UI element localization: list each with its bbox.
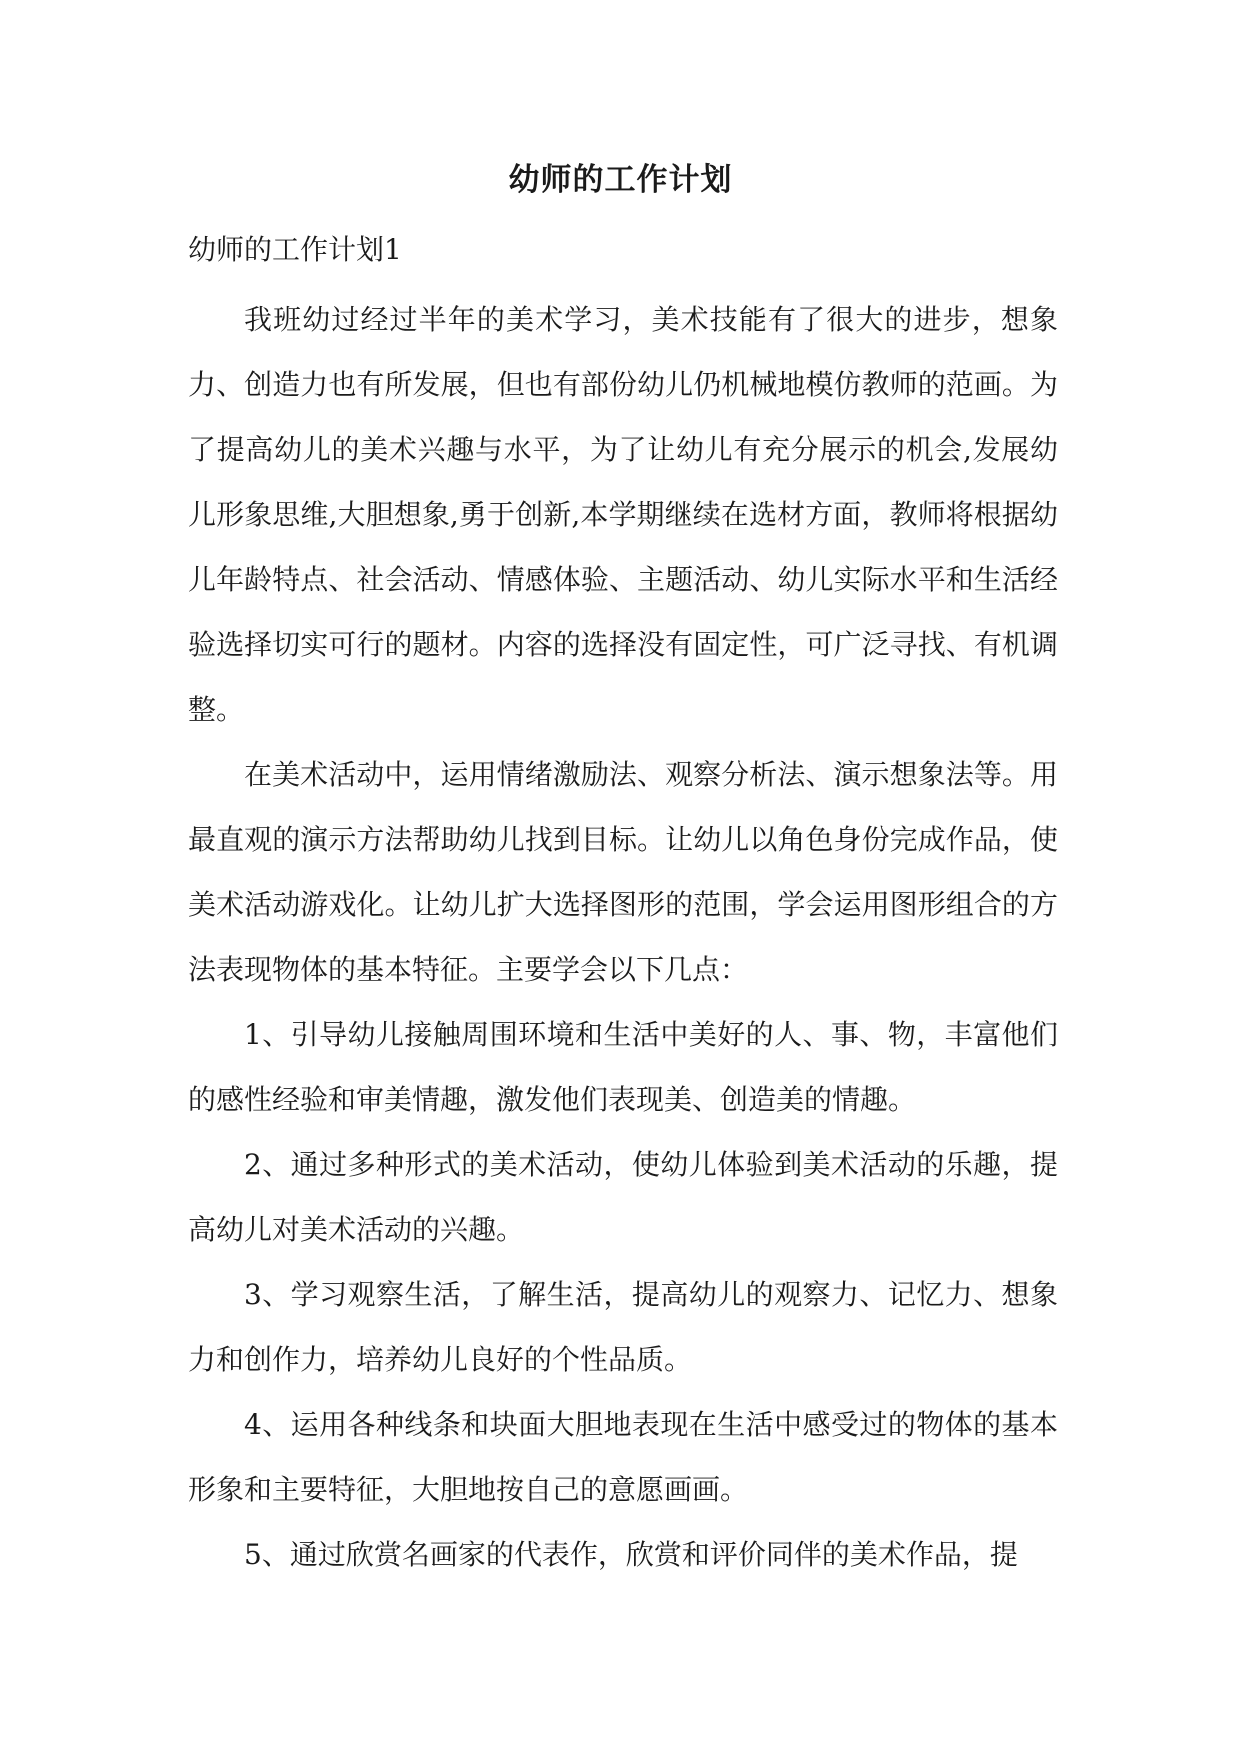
list-item-4: 4、运用各种线条和块面大胆地表现在生活中感受过的物体的基本形象和主要特征，大胆地按自己的意愿画画。 [188,1408,1058,1506]
document-body [188,287,1058,1587]
paragraph-intro: 我班幼过经过半年的美术学习，美术技能有了很大的进步，想象力、创造力也有所发展，但也有部份幼儿仍机械地模仿教师的范画。为了提高幼儿的美术兴趣与水平，为了让幼儿有充分展示的机会,发展幼儿形象思维,大胆想象,勇于创新,本学期继续在选材方面，教师将根据幼儿年龄特点、社会活动、情感体验、主题活动、幼儿实际水平和生活经验选择切实可行的题材。内容的选择没有固定性，可广泛寻找、有机调整。 [188,303,1058,726]
list-item-5: 5、通过欣赏名画家的代表作，欣赏和评价同伴的美术作品，提 [244,1538,1018,1571]
list-item-1: 1、引导幼儿接触周围环境和生活中美好的人、事、物，丰富他们的感性经验和审美情趣，激发他们表现美、创造美的情趣。 [188,1018,1058,1116]
paragraph-methods: 在美术活动中，运用情绪激励法、观察分析法、演示想象法等。用最直观的演示方法帮助幼儿找到目标。让幼儿以角色身份完成作品，使美术活动游戏化。让幼儿扩大选择图形的范围，学会运用图形组合的方法表现物体的基本特征。主要学会以下几点： [188,758,1058,986]
section-heading: 幼师的工作计划1 [188,233,402,266]
document-title: 幼师的工作计划 [508,162,733,198]
list-item-3: 3、学习观察生活，了解生活，提高幼儿的观察力、记忆力、想象力和创作力，培养幼儿良好的个性品质。 [188,1278,1058,1376]
list-item-2: 2、通过多种形式的美术活动，使幼儿体验到美术活动的乐趣，提高幼儿对美术活动的兴趣。 [188,1148,1058,1246]
